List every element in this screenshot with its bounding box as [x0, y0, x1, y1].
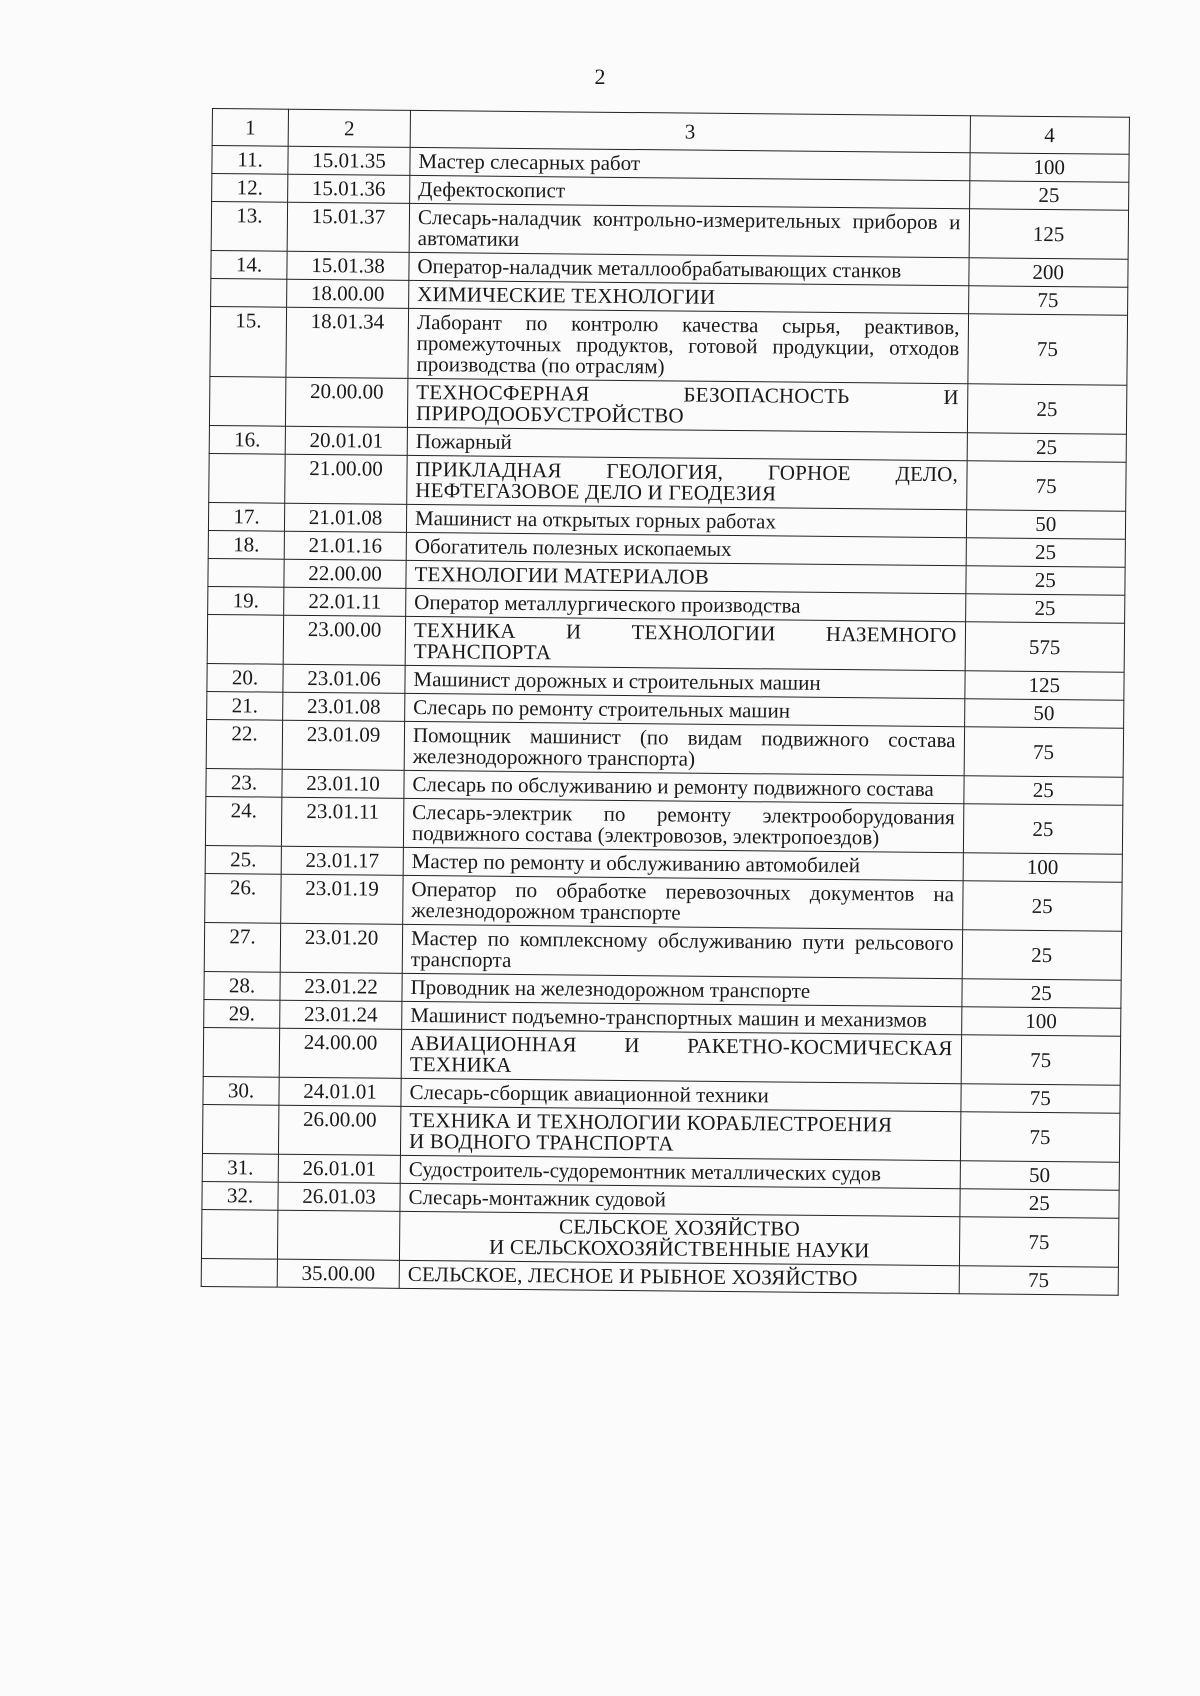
code-cell: 23.01.19 — [281, 874, 403, 924]
section-row — [209, 376, 1126, 434]
name-cell: Проводник на железнодорожном транспорте — [402, 973, 962, 1006]
section-row — [209, 453, 1126, 511]
quantity-cell: 75 — [967, 314, 1127, 386]
code-cell: 15.01.35 — [288, 146, 410, 175]
code-cell: 22.01.11 — [284, 587, 406, 616]
quantity-cell: 25 — [963, 804, 1123, 855]
name-cell: Обогатитель полезных ископаемых — [406, 532, 966, 565]
name-cell: Мастер по комплексному обслуживанию пути рельсового транспорта — [402, 924, 962, 978]
page-number: 2 — [594, 64, 606, 89]
row-number-cell: 11. — [212, 146, 288, 175]
table-row — [205, 873, 1122, 931]
quantity-cell: 25 — [965, 566, 1125, 596]
quantity-cell: 25 — [967, 384, 1127, 435]
quantity-cell: 200 — [968, 258, 1128, 288]
row-number-cell — [209, 453, 286, 503]
table-row — [206, 719, 1123, 777]
quantity-cell: 75 — [959, 1217, 1119, 1268]
row-number-cell — [209, 376, 286, 426]
quantity-cell: 25 — [969, 181, 1129, 211]
row-number-cell: 15. — [210, 306, 287, 377]
code-cell: 21.00.00 — [285, 454, 407, 504]
row-number-cell: 13. — [211, 202, 288, 252]
code-cell: 24.01.01 — [279, 1077, 401, 1106]
name-cell: Лаборант по контролю качества сырья, реактивов, промежуточных продуктов, готовой продукции, отходов производства (по отраслям) — [408, 308, 968, 383]
name-cell: Мастер слесарных работ — [410, 147, 970, 180]
code-cell: 22.00.00 — [284, 559, 406, 588]
name-cell: Слесарь-наладчик контрольно-измерительных приборов и автоматики — [409, 203, 969, 257]
quantity-cell: 50 — [966, 510, 1126, 540]
code-cell: 26.01.03 — [278, 1182, 400, 1211]
quantity-cell: 75 — [959, 1266, 1119, 1296]
name-cell: Судостроитель-судоремонтник металлических судов — [400, 1155, 960, 1188]
quantity-cell: 25 — [965, 594, 1125, 624]
quantity-cell: 575 — [965, 622, 1125, 673]
row-number-cell — [211, 278, 287, 307]
code-cell: 23.01.08 — [283, 692, 405, 721]
section-row — [202, 1104, 1119, 1162]
name-cell: Оператор-наладчик металлообрабатывающих станков — [409, 252, 969, 285]
code-cell: 23.01.11 — [281, 797, 403, 847]
row-number-cell — [208, 558, 284, 587]
code-cell: 23.01.20 — [280, 923, 402, 973]
quantity-cell: 125 — [964, 671, 1124, 701]
name-cell: ПРИКЛАДНАЯ ГЕОЛОГИЯ, ГОРНОЕ ДЕЛО, НЕФТЕГАЗОВОЕ ДЕЛО И ГЕОДЕЗИЯ — [407, 455, 967, 509]
name-cell: Оператор по обработке перевозочных документов на железнодорожном транспорте — [403, 875, 963, 929]
quantity-cell: 100 — [961, 1007, 1121, 1037]
row-number-cell: 12. — [212, 174, 288, 203]
name-cell: Оператор металлургического производства — [406, 588, 966, 621]
code-cell: 23.01.10 — [282, 769, 404, 798]
quantity-cell: 25 — [967, 433, 1127, 463]
row-number-cell: 17. — [208, 502, 284, 531]
code-cell: 23.01.24 — [280, 1000, 402, 1029]
header-cell-2: 2 — [288, 109, 410, 147]
row-number-cell: 19. — [208, 586, 284, 615]
table-row — [211, 202, 1128, 260]
quantity-cell: 50 — [964, 699, 1124, 729]
row-number-cell — [201, 1209, 278, 1259]
row-number-cell — [202, 1104, 279, 1154]
row-number-cell: 32. — [202, 1181, 278, 1210]
code-cell: 26.01.01 — [278, 1154, 400, 1183]
quantity-cell: 75 — [960, 1084, 1120, 1114]
name-cell: АВИАЦИОННАЯ И РАКЕТНО-КОСМИЧЕСКАЯ ТЕХНИКА — [401, 1029, 961, 1083]
row-number-cell: 24. — [205, 796, 282, 846]
row-number-cell: 30. — [203, 1076, 279, 1105]
row-number-cell — [203, 1027, 280, 1077]
row-number-cell: 28. — [204, 971, 280, 1000]
quantity-cell: 75 — [961, 1035, 1121, 1086]
name-cell: Пожарный — [407, 427, 967, 460]
name-cell: Мастер по ремонту и обслуживанию автомобилей — [403, 847, 963, 880]
quantity-cell: 100 — [969, 153, 1129, 183]
header-cell-4: 4 — [970, 116, 1130, 155]
row-number-cell — [207, 614, 284, 664]
code-cell: 15.01.38 — [287, 251, 409, 280]
name-cell: Машинист подъемно-транспортных машин и механизмов — [402, 1001, 962, 1034]
quantity-cell: 25 — [962, 881, 1122, 932]
code-cell: 18.01.34 — [286, 307, 409, 378]
name-cell: ТЕХНИКА И ТЕХНОЛОГИИ НАЗЕМНОГО ТРАНСПОРТА — [405, 616, 965, 670]
name-cell: СЕЛЬСКОЕ, ЛЕСНОЕ И РЫБНОЕ ХОЗЯЙСТВО — [399, 1260, 959, 1293]
quantity-cell: 75 — [964, 727, 1124, 778]
name-cell: Слесарь-электрик по ремонту электрооборудования подвижного состава (электровозов, электропоездов) — [403, 798, 963, 852]
code-cell: 23.00.00 — [283, 615, 405, 665]
quantity-cell: 75 — [966, 461, 1126, 512]
quantity-cell: 25 — [959, 1189, 1119, 1219]
code-cell: 15.01.36 — [288, 174, 410, 203]
code-cell: 24.00.00 — [279, 1028, 401, 1078]
quantity-cell: 75 — [960, 1112, 1120, 1163]
quantity-cell: 50 — [960, 1161, 1120, 1191]
row-number-cell: 25. — [205, 845, 281, 874]
name-cell: Машинист дорожных и строительных машин — [405, 665, 965, 698]
row-number-cell: 26. — [205, 873, 282, 923]
row-number-cell: 18. — [208, 530, 284, 559]
row-number-cell: 27. — [204, 922, 281, 972]
name-cell: Помощник машинист (по видам подвижного состава железнодорожного транспорта) — [404, 721, 964, 775]
code-cell: 21.01.08 — [285, 503, 407, 532]
professions-table — [201, 108, 1130, 1296]
quantity-cell: 75 — [968, 286, 1128, 316]
header-cell-1: 1 — [212, 109, 288, 147]
header-cell-3: 3 — [410, 110, 970, 152]
row-number-cell: 21. — [207, 691, 283, 720]
row-number-cell: 16. — [209, 425, 285, 454]
name-cell: Слесарь по обслуживанию и ремонту подвижного состава — [404, 770, 964, 803]
row-number-cell: 20. — [207, 663, 283, 692]
name-cell: Слесарь-монтажник судовой — [400, 1183, 960, 1216]
row-number-cell: 23. — [206, 768, 282, 797]
name-cell: ТЕХНИКА И ТЕХНОЛОГИИ КОРАБЛЕСТРОЕНИЯ И ВОДНОГО ТРАНСПОРТА — [400, 1106, 960, 1160]
name-cell: ТЕХНОЛОГИИ МАТЕРИАЛОВ — [406, 560, 966, 593]
quantity-cell: 25 — [966, 538, 1126, 568]
name-cell: Дефектоскопист — [410, 175, 970, 208]
code-cell: 20.01.01 — [285, 426, 407, 455]
name-cell: Слесарь-сборщик авиационной техники — [401, 1078, 961, 1111]
name-cell: ХИМИЧЕСКИЕ ТЕХНОЛОГИИ — [409, 280, 969, 313]
name-cell: ТЕХНОСФЕРНАЯ БЕЗОПАСНОСТЬ И ПРИРОДООБУСТРОЙСТВО — [407, 378, 967, 432]
code-cell: 26.00.00 — [279, 1105, 401, 1155]
table-row — [210, 306, 1128, 385]
section-row — [207, 614, 1124, 672]
code-cell: 18.00.00 — [287, 279, 409, 308]
code-cell: 23.01.17 — [281, 846, 403, 875]
code-cell: 21.01.16 — [284, 531, 406, 560]
name-cell: Машинист на открытых горных работах — [406, 504, 966, 537]
row-number-cell: 22. — [206, 719, 283, 769]
row-number-cell — [201, 1258, 277, 1287]
code-cell: 23.01.22 — [280, 972, 402, 1001]
row-number-cell: 29. — [204, 999, 280, 1028]
code-cell: 23.01.06 — [283, 664, 405, 693]
row-number-cell: 31. — [202, 1153, 278, 1182]
quantity-cell: 25 — [963, 776, 1123, 806]
quantity-cell: 100 — [963, 853, 1123, 883]
section-row — [203, 1027, 1120, 1085]
code-cell: 20.00.00 — [286, 377, 408, 427]
quantity-cell: 25 — [961, 979, 1121, 1009]
code-cell: 23.01.09 — [282, 720, 404, 770]
section-row — [201, 1209, 1118, 1267]
row-number-cell: 14. — [211, 250, 287, 279]
quantity-cell: 125 — [969, 209, 1129, 260]
code-cell — [278, 1210, 400, 1260]
name-cell: СЕЛЬСКОЕ ХОЗЯЙСТВО И СЕЛЬСКОХОЗЯЙСТВЕННЫЕ НАУКИ — [399, 1211, 959, 1265]
code-cell: 15.01.37 — [287, 202, 409, 252]
table-row — [205, 796, 1122, 854]
quantity-cell: 25 — [962, 930, 1122, 981]
name-cell: Слесарь по ремонту строительных машин — [405, 693, 965, 726]
table-row — [204, 922, 1121, 980]
code-cell: 35.00.00 — [277, 1259, 399, 1288]
